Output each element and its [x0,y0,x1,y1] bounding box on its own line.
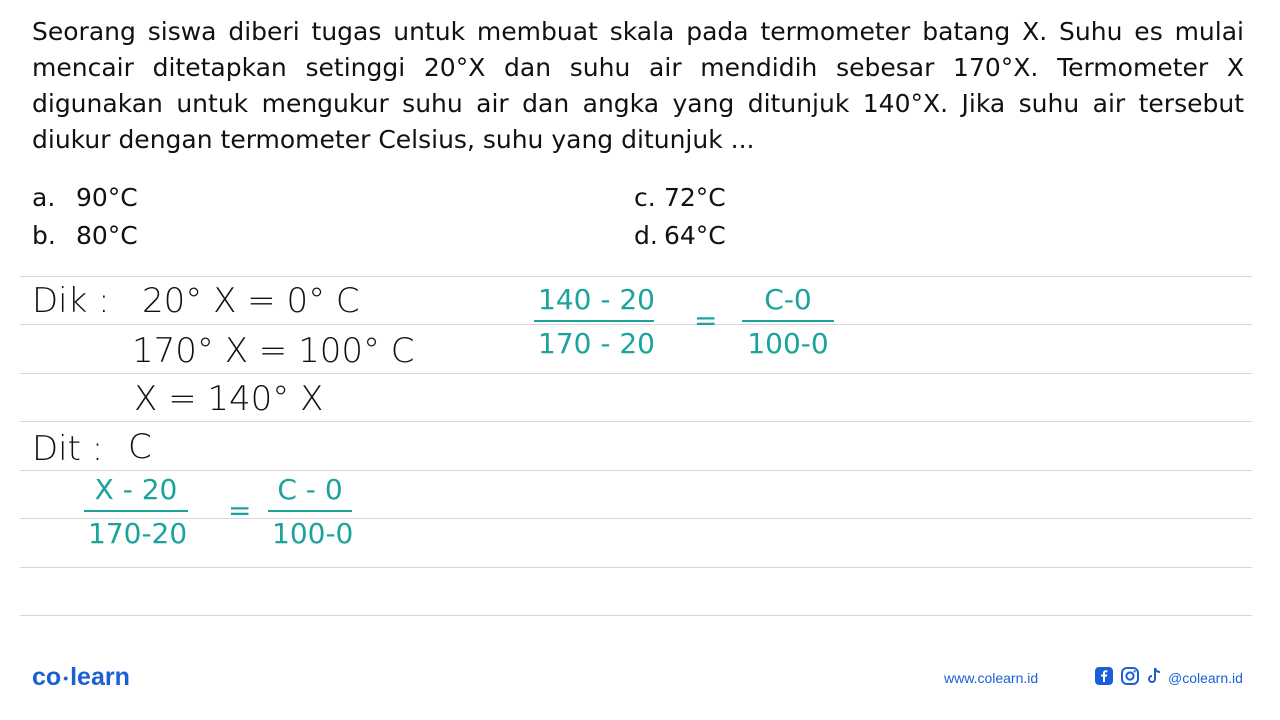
ruled-line [20,421,1252,422]
fraction-bar [534,320,654,322]
denominator: 170 - 20 [538,327,655,360]
colearn-logo [32,663,130,692]
numerator: 140 - 20 [538,283,655,316]
website-link[interactable]: www.colearn.id [944,670,1039,686]
denominator: 100-0 [747,327,829,360]
logo-dot: • [63,670,69,687]
equals-sign: = [694,304,718,337]
dik-label: Dik : [32,281,110,321]
option-value: 80°C [76,221,138,250]
option-letter: b. [32,221,56,250]
social-handle[interactable]: @colearn.id [1168,670,1243,686]
fraction-bar [268,510,352,512]
ruled-line [20,470,1252,471]
fraction-bar [84,510,188,512]
ruled-line [20,276,1252,277]
option-value: 72°C [664,183,726,212]
option-b[interactable] [32,218,138,254]
option-letter: a. [32,183,56,212]
denominator: 100-0 [272,517,354,550]
tiktok-icon[interactable] [1144,666,1164,686]
option-letter: d. [634,221,658,250]
ruled-line [20,373,1252,374]
facebook-icon[interactable] [1094,666,1114,686]
fraction-bar [742,320,834,322]
dik-line-3: X = 140° X [134,379,324,419]
numerator: X - 20 [94,473,178,506]
ruled-line [20,518,1252,519]
option-value: 90°C [76,183,138,212]
formula-right-fraction [268,474,352,550]
ruled-line [20,615,1252,616]
option-d[interactable] [634,218,726,254]
numerator: C-0 [764,283,812,316]
substituted-right-fraction [742,284,834,360]
numerator: C - 0 [277,473,343,506]
dit-value: C [128,427,152,467]
instagram-icon[interactable] [1120,666,1140,686]
option-letter: c. [634,183,656,212]
dik-line-2: 170° X = 100° C [132,331,415,371]
equals-sign: = [228,494,252,527]
option-c[interactable] [634,180,726,216]
substituted-left-fraction [534,284,654,360]
logo-text-right: learn [70,663,130,691]
logo-text-left: co [32,663,62,691]
ruled-line [20,567,1252,568]
question-text: Seorang siswa diberi tugas untuk membuat skala pada termometer batang X. Suhu es mulai mencair ditetapkan setinggi 20°X dan suhu air mendidih sebesar 170°X. Termometer X digunakan untuk mengukur suhu air dan angka yang ditunjuk 140°X. Jika suhu air tersebut diukur dengan termometer Celsius, suhu yang ditunjuk ... [32,17,1244,154]
formula-left-fraction [84,474,188,550]
denominator: 170-20 [88,517,188,550]
dit-label: Dit : [32,429,104,469]
option-a[interactable] [32,180,138,216]
option-value: 64°C [664,221,726,250]
dik-line-1: 20° X = 0° C [142,281,360,321]
